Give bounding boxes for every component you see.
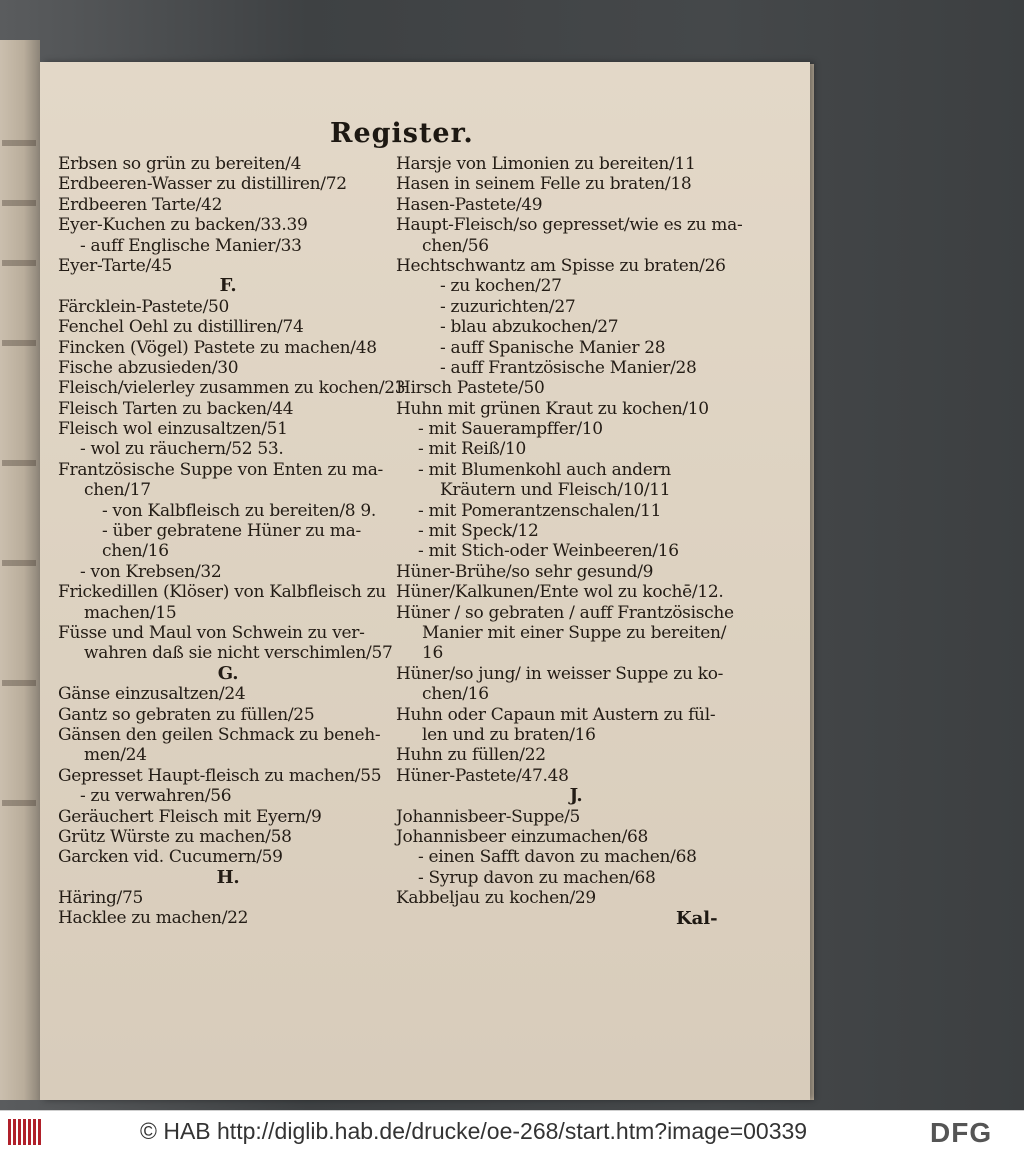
index-entry: Hüner / so gebraten / auff Frantzösische	[396, 602, 734, 623]
index-entry: - mit Reiß/10	[418, 439, 527, 460]
index-entry: - blau abzukochen/27	[440, 317, 619, 338]
index-entry: wahren daß sie nicht verschimlen/57	[84, 643, 393, 664]
copyright-url[interactable]: © HAB http://diglib.hab.de/drucke/oe-268/start.htm?image=00339	[140, 1118, 808, 1144]
index-entry: Hasen-Pastete/49	[396, 194, 543, 215]
index-entry: machen/15	[84, 602, 177, 623]
bleed-through-mark	[2, 460, 36, 466]
index-entry: - auff Frantzösische Manier/28	[440, 357, 697, 378]
dfg-logo: DFG	[930, 1117, 993, 1148]
index-entry: - zu verwahren/56	[80, 786, 232, 807]
bleed-through-mark	[2, 680, 36, 686]
index-entry: men/24	[84, 745, 147, 766]
index-entry: Eyer-Tarte/45	[58, 255, 172, 276]
index-entry: Fleisch wol einzusaltzen/51	[58, 419, 288, 440]
index-entry: Kräutern und Fleisch/10/11	[440, 480, 671, 501]
index-entry: chen/16	[422, 684, 489, 705]
hab-logo-icon	[8, 1119, 46, 1145]
adjacent-page-sliver	[0, 40, 40, 1100]
index-entry: Johannisbeer-Suppe/5	[396, 806, 581, 827]
index-entry: Fleisch Tarten zu backen/44	[58, 398, 294, 419]
viewer-footer	[0, 1110, 1024, 1153]
index-entry: Hüner-Pastete/47.48	[396, 765, 569, 786]
index-entry: Haupt-Fleisch/so gepresset/wie es zu ma-	[396, 215, 743, 236]
index-entry: Geräuchert Fleisch mit Eyern/9	[58, 806, 322, 827]
index-entry: chen/17	[84, 480, 151, 501]
index-entry: Fenchel Oehl zu distilliren/74	[58, 317, 304, 338]
bleed-through-mark	[2, 340, 36, 346]
index-entry: Färcklein-Pastete/50	[58, 296, 230, 317]
index-entry: Hüner/so jung/ in weisser Suppe zu ko-	[396, 663, 724, 684]
bleed-through-mark	[2, 200, 36, 206]
index-entry: Erbsen so grün zu bereiten/4	[58, 154, 302, 174]
bleed-through-mark	[2, 560, 36, 566]
index-entry: Gänsen den geilen Schmack zu beneh-	[58, 724, 381, 745]
index-entry: Erdbeeren Tarte/42	[58, 194, 223, 215]
index-entry: - auff Spanische Manier 28	[440, 337, 666, 358]
index-entry: Kabbeljau zu kochen/29	[396, 888, 596, 909]
index-entry: Erdbeeren-Wasser zu distilliren/72	[58, 174, 347, 195]
index-entry: - mit Speck/12	[418, 521, 539, 542]
index-entry: Frickedillen (Klöser) von Kalbfleisch zu	[58, 582, 386, 603]
index-entry: Häring/75	[58, 888, 144, 909]
index-entry: Hüner-Brühe/so sehr gesund/9	[396, 561, 654, 582]
catchword: Kal-	[676, 908, 718, 929]
index-entry: Frantzösische Suppe von Enten zu ma-	[58, 459, 383, 480]
index-entry: Gantz so gebraten zu füllen/25	[58, 704, 315, 725]
index-entry: 16	[422, 643, 444, 664]
index-entry: Garcken vid. Cucumern/59	[58, 847, 283, 868]
index-entry: - mit Sauerampffer/10	[418, 419, 603, 440]
index-entry: - von Krebsen/32	[80, 561, 222, 582]
index-entry: Eyer-Kuchen zu backen/33.39	[58, 215, 308, 236]
index-entry: Gepresset Haupt-fleisch zu machen/55	[58, 765, 382, 786]
index-entry: Huhn oder Capaun mit Austern zu fül-	[396, 704, 716, 725]
index-column-left	[58, 154, 406, 929]
index-entry: chen/16	[102, 541, 169, 562]
bleed-through-mark	[2, 800, 36, 806]
register-heading: Register.	[330, 118, 474, 149]
index-entry: Hüner/Kalkunen/Ente wol zu kochē/12.	[396, 582, 724, 603]
index-entry: Huhn zu füllen/22	[396, 745, 546, 766]
index-entry: chen/56	[422, 235, 489, 256]
index-entry: Fincken (Vögel) Pastete zu machen/48	[58, 337, 377, 358]
index-entry: - auff Englische Manier/33	[80, 235, 302, 256]
index-entry: - Syrup davon zu machen/68	[418, 867, 656, 888]
index-entry: Hasen in seinem Felle zu braten/18	[396, 174, 692, 195]
index-column-right	[396, 154, 756, 908]
bleed-through-mark	[2, 140, 36, 146]
index-entry: Manier mit einer Suppe zu bereiten/	[422, 622, 727, 643]
index-entry: Johannisbeer einzumachen/68	[396, 826, 649, 847]
index-entry: Harsje von Limonien zu bereiten/11	[396, 154, 696, 174]
index-entry: - wol zu räuchern/52 53.	[80, 439, 284, 460]
index-entry: Füsse und Maul von Schwein zu ver-	[58, 622, 365, 643]
book-page	[40, 62, 810, 1100]
index-entry: Hacklee zu machen/22	[58, 908, 249, 929]
section-letter: F.	[219, 275, 237, 297]
index-entry: len und zu braten/16	[422, 724, 596, 745]
section-letter: H.	[216, 866, 240, 888]
index-entry: - mit Blumenkohl auch andern	[418, 459, 671, 480]
section-letter: J.	[569, 785, 583, 807]
index-entry: - über gebratene Hüner zu ma-	[102, 521, 361, 542]
index-entry: Fleisch/vielerley zusammen zu kochen/23	[58, 378, 406, 399]
index-entry: - von Kalbfleisch zu bereiten/8 9.	[102, 500, 377, 521]
bleed-through-mark	[2, 260, 36, 266]
index-entry: Hechtschwantz am Spisse zu braten/26	[396, 255, 726, 276]
index-entry: - mit Stich-oder Weinbeeren/16	[418, 541, 679, 562]
index-entry: - zu kochen/27	[440, 276, 562, 297]
section-letter: G.	[217, 662, 239, 684]
index-entry: Fische abzusieden/30	[58, 357, 239, 378]
index-entry: - zuzurichten/27	[440, 296, 576, 317]
index-entry: Huhn mit grünen Kraut zu kochen/10	[396, 398, 709, 419]
index-entry: - mit Pomerantzenschalen/11	[418, 500, 662, 521]
index-entry: Grütz Würste zu machen/58	[58, 826, 292, 847]
index-entry: - einen Safft davon zu machen/68	[418, 847, 697, 868]
index-entry: Hirsch Pastete/50	[396, 378, 545, 399]
index-entry: Gänse einzusaltzen/24	[58, 684, 246, 705]
